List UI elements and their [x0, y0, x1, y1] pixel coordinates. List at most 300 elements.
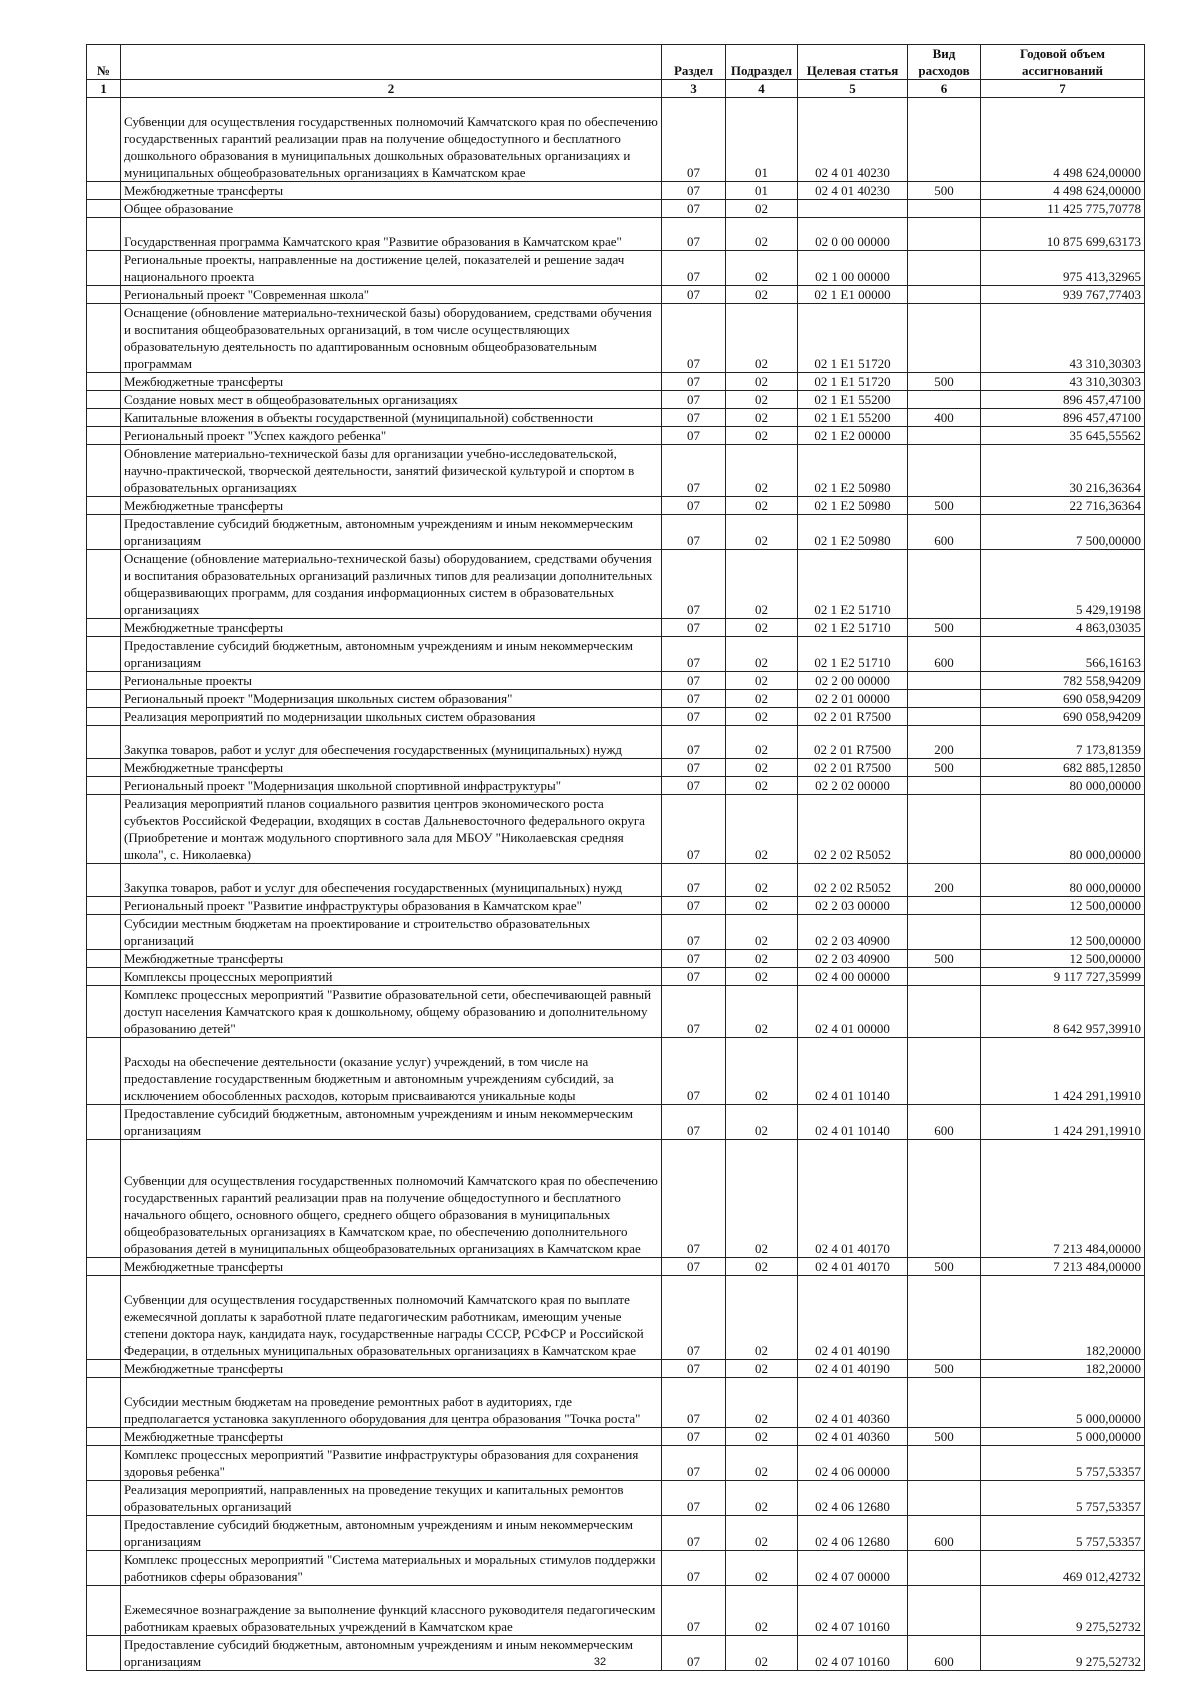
target-code: 02 2 02 R5052	[798, 795, 908, 864]
podrazdel-code: 02	[726, 497, 798, 515]
amount-value: 43 310,30303	[981, 373, 1145, 391]
expense-type-code	[908, 286, 981, 304]
razdel-code: 07	[662, 251, 726, 286]
podrazdel-code: 02	[726, 968, 798, 986]
row-number	[87, 373, 121, 391]
expense-name: Субвенции для осуществления государственных полномочий Камчатского края по выплате ежемесячной доплаты к заработной плате педагогическим работникам, имеющим ученые степени доктора наук, кандидата наук, государственные награды СССР, РСФСР и Российской Федерации, в отдельных муниципальных образовательных организациях в Камчатском крае	[121, 1276, 662, 1360]
table-row	[87, 373, 1145, 391]
podrazdel-code: 02	[726, 200, 798, 218]
row-number	[87, 968, 121, 986]
razdel-code: 07	[662, 759, 726, 777]
row-number	[87, 619, 121, 637]
razdel-code: 07	[662, 915, 726, 950]
expense-type-code	[908, 391, 981, 409]
table-row	[87, 1481, 1145, 1516]
target-code: 02 2 02 R5052	[798, 864, 908, 897]
expense-name: Создание новых мест в общеобразовательных организациях	[121, 391, 662, 409]
razdel-code: 07	[662, 777, 726, 795]
column-number: 7	[981, 80, 1145, 98]
target-code: 02 4 01 40190	[798, 1360, 908, 1378]
razdel-code: 07	[662, 445, 726, 497]
row-number	[87, 759, 121, 777]
target-code: 02 2 03 40900	[798, 915, 908, 950]
table-row	[87, 1378, 1145, 1428]
expense-name: Обновление материально-технической базы для организации учебно-исследовательской, научно-практической, творческой деятельности, занятий физической культурой и спортом в образовательных организациях	[121, 445, 662, 497]
column-number: 3	[662, 80, 726, 98]
razdel-code: 07	[662, 1446, 726, 1481]
expense-name: Субсидии местным бюджетам на проектирование и строительство образовательных организаций	[121, 915, 662, 950]
row-number	[87, 897, 121, 915]
row-number	[87, 515, 121, 550]
podrazdel-code: 02	[726, 690, 798, 708]
expense-name: Комплексы процессных мероприятий	[121, 968, 662, 986]
table-row	[87, 986, 1145, 1038]
expense-name: Ежемесячное вознаграждение за выполнение функций классного руководителя педагогическим работникам краевых образовательных учреждений в Камчатском крае	[121, 1586, 662, 1636]
amount-value: 9 275,52732	[981, 1636, 1145, 1671]
target-code: 02 4 01 40170	[798, 1140, 908, 1258]
row-number	[87, 1586, 121, 1636]
target-code: 02 1 E2 50980	[798, 515, 908, 550]
amount-value: 12 500,00000	[981, 950, 1145, 968]
razdel-code: 07	[662, 515, 726, 550]
amount-value: 5 000,00000	[981, 1428, 1145, 1446]
target-code: 02 2 01 R7500	[798, 708, 908, 726]
expense-type-code	[908, 445, 981, 497]
expense-name: Предоставление субсидий бюджетным, автономным учреждениям и иным некоммерческим организациям	[121, 1516, 662, 1551]
expense-name: Субвенции для осуществления государственных полномочий Камчатского края по обеспечению государственных гарантий реализации прав на получение общедоступного и бесплатного начального общего, основного общего, среднего общего образования в муниципальных общеобразовательных организациях в Камчатском крае, по обеспечению дополнительного образования детей в муниципальных общеобразовательных организациях в Камчатском крае	[121, 1140, 662, 1258]
row-number	[87, 1378, 121, 1428]
table-row	[87, 1551, 1145, 1586]
row-number	[87, 1428, 121, 1446]
header-expense-type: Вид расходов	[908, 45, 981, 80]
expense-name: Региональный проект "Современная школа"	[121, 286, 662, 304]
podrazdel-code: 02	[726, 986, 798, 1038]
row-number	[87, 672, 121, 690]
expense-name: Межбюджетные трансферты	[121, 1258, 662, 1276]
expense-type-code: 500	[908, 619, 981, 637]
expense-type-code	[908, 218, 981, 251]
expense-name: Межбюджетные трансферты	[121, 1360, 662, 1378]
expense-name: Общее образование	[121, 200, 662, 218]
amount-value: 1 424 291,19910	[981, 1038, 1145, 1105]
expense-name: Межбюджетные трансферты	[121, 497, 662, 515]
row-number	[87, 286, 121, 304]
table-row	[87, 550, 1145, 619]
target-code: 02 4 01 40170	[798, 1258, 908, 1276]
amount-value: 682 885,12850	[981, 759, 1145, 777]
expense-name: Реализация мероприятий планов социального развития центров экономического роста субъектов Российской Федерации, входящих в состав Дальневосточного федерального округа (Приобретение и монтаж модульного спортивного зала для МБОУ "Николаевская средняя школа", с. Николаевка)	[121, 795, 662, 864]
amount-value: 4 498 624,00000	[981, 98, 1145, 182]
expense-name: Региональные проекты	[121, 672, 662, 690]
row-number	[87, 708, 121, 726]
expense-name: Региональный проект "Успех каждого ребенка"	[121, 427, 662, 445]
table-row	[87, 1586, 1145, 1636]
target-code: 02 4 06 00000	[798, 1446, 908, 1481]
target-code: 02 4 01 10140	[798, 1038, 908, 1105]
expense-type-code: 500	[908, 1258, 981, 1276]
expense-type-code	[908, 897, 981, 915]
row-number	[87, 409, 121, 427]
amount-value: 80 000,00000	[981, 864, 1145, 897]
podrazdel-code: 02	[726, 759, 798, 777]
razdel-code: 07	[662, 690, 726, 708]
target-code: 02 1 E1 51720	[798, 373, 908, 391]
expense-name: Субвенции для осуществления государственных полномочий Камчатского края по обеспечению государственных гарантий реализации прав на получение общедоступного и бесплатного дошкольного образования в муниципальных дошкольных образовательных организациях и муниципальных общеобразовательных организациях в Камчатском крае	[121, 98, 662, 182]
razdel-code: 07	[662, 497, 726, 515]
expense-type-code	[908, 777, 981, 795]
expense-name: Комплекс процессных мероприятий "Развитие инфраструктуры образования для сохранения здоровья ребенка"	[121, 1446, 662, 1481]
target-code: 02 2 02 00000	[798, 777, 908, 795]
amount-value: 8 642 957,39910	[981, 986, 1145, 1038]
row-number	[87, 1140, 121, 1258]
table-row	[87, 637, 1145, 672]
row-number	[87, 550, 121, 619]
target-code: 02 1 E1 55200	[798, 391, 908, 409]
expense-name: Межбюджетные трансферты	[121, 759, 662, 777]
expense-name: Закупка товаров, работ и услуг для обеспечения государственных (муниципальных) нужд	[121, 726, 662, 759]
page-number: 32	[593, 1656, 607, 1668]
razdel-code: 07	[662, 864, 726, 897]
razdel-code: 07	[662, 391, 726, 409]
target-code: 02 4 01 00000	[798, 986, 908, 1038]
razdel-code: 07	[662, 1428, 726, 1446]
expense-type-code	[908, 1551, 981, 1586]
table-row	[87, 759, 1145, 777]
expense-type-code: 200	[908, 864, 981, 897]
razdel-code: 07	[662, 968, 726, 986]
expense-name: Комплекс процессных мероприятий "Развитие образовательной сети, обеспечивающей равный доступ населения Камчатского края к дошкольному, общему образованию и дополнительному образованию детей"	[121, 986, 662, 1038]
amount-value: 5 429,19198	[981, 550, 1145, 619]
header-razdel: Раздел	[662, 45, 726, 80]
row-number	[87, 1360, 121, 1378]
razdel-code: 07	[662, 1105, 726, 1140]
expense-name: Предоставление субсидий бюджетным, автономным учреждениям и иным некоммерческим организациям	[121, 1105, 662, 1140]
expense-type-code: 200	[908, 726, 981, 759]
target-code	[798, 200, 908, 218]
razdel-code: 07	[662, 409, 726, 427]
expense-name: Предоставление субсидий бюджетным, автономным учреждениям и иным некоммерческим организациям	[121, 1636, 662, 1671]
table-row	[87, 427, 1145, 445]
expense-type-code	[908, 795, 981, 864]
target-code: 02 2 03 00000	[798, 897, 908, 915]
podrazdel-code: 02	[726, 619, 798, 637]
podrazdel-code: 02	[726, 1636, 798, 1671]
razdel-code: 07	[662, 1038, 726, 1105]
target-code: 02 4 07 00000	[798, 1551, 908, 1586]
expense-name: Закупка товаров, работ и услуг для обеспечения государственных (муниципальных) нужд	[121, 864, 662, 897]
target-code: 02 1 E1 55200	[798, 409, 908, 427]
table-row	[87, 218, 1145, 251]
expense-type-code	[908, 251, 981, 286]
expense-name: Государственная программа Камчатского края "Развитие образования в Камчатском крае"	[121, 218, 662, 251]
target-code: 02 4 01 40360	[798, 1428, 908, 1446]
expense-type-code	[908, 1276, 981, 1360]
expense-type-code	[908, 1038, 981, 1105]
amount-value: 7 213 484,00000	[981, 1258, 1145, 1276]
expense-name: Комплекс процессных мероприятий "Система материальных и моральных стимулов поддержки работников сферы образования"	[121, 1551, 662, 1586]
amount-value: 690 058,94209	[981, 690, 1145, 708]
expense-type-code	[908, 1378, 981, 1428]
podrazdel-code: 02	[726, 637, 798, 672]
header-target: Целевая статья	[798, 45, 908, 80]
podrazdel-code: 02	[726, 304, 798, 373]
table-row	[87, 777, 1145, 795]
target-code: 02 4 01 40360	[798, 1378, 908, 1428]
column-number: 1	[87, 80, 121, 98]
razdel-code: 07	[662, 897, 726, 915]
podrazdel-code: 02	[726, 1586, 798, 1636]
table-row	[87, 286, 1145, 304]
target-code: 02 4 00 00000	[798, 968, 908, 986]
razdel-code: 07	[662, 619, 726, 637]
row-number	[87, 777, 121, 795]
table-row	[87, 409, 1145, 427]
row-number	[87, 915, 121, 950]
podrazdel-code: 02	[726, 550, 798, 619]
amount-value: 12 500,00000	[981, 915, 1145, 950]
razdel-code: 07	[662, 1276, 726, 1360]
expense-type-code	[908, 304, 981, 373]
target-code: 02 4 01 10140	[798, 1105, 908, 1140]
row-number	[87, 1516, 121, 1551]
expense-type-code: 400	[908, 409, 981, 427]
table-row	[87, 864, 1145, 897]
row-number	[87, 218, 121, 251]
podrazdel-code: 02	[726, 672, 798, 690]
amount-value: 975 413,32965	[981, 251, 1145, 286]
podrazdel-code: 02	[726, 1551, 798, 1586]
row-number	[87, 200, 121, 218]
row-number	[87, 304, 121, 373]
target-code: 02 1 E2 50980	[798, 497, 908, 515]
target-code: 02 1 E1 51720	[798, 304, 908, 373]
expense-type-code	[908, 1481, 981, 1516]
podrazdel-code: 02	[726, 427, 798, 445]
expense-type-code	[908, 550, 981, 619]
podrazdel-code: 02	[726, 391, 798, 409]
row-number	[87, 726, 121, 759]
target-code: 02 1 00 00000	[798, 251, 908, 286]
target-code: 02 2 03 40900	[798, 950, 908, 968]
table-header-row	[87, 45, 1145, 80]
column-number: 6	[908, 80, 981, 98]
table-row	[87, 1038, 1145, 1105]
razdel-code: 07	[662, 1586, 726, 1636]
razdel-code: 07	[662, 1481, 726, 1516]
expense-type-code	[908, 672, 981, 690]
expense-type-code: 500	[908, 1428, 981, 1446]
expense-type-code: 600	[908, 515, 981, 550]
podrazdel-code: 02	[726, 1446, 798, 1481]
amount-value: 4 863,03035	[981, 619, 1145, 637]
header-name	[121, 45, 662, 80]
target-code: 02 4 06 12680	[798, 1516, 908, 1551]
expense-type-code: 500	[908, 373, 981, 391]
target-code: 02 4 06 12680	[798, 1481, 908, 1516]
expense-name: Региональный проект "Модернизация школьных систем образования"	[121, 690, 662, 708]
table-row	[87, 497, 1145, 515]
podrazdel-code: 02	[726, 897, 798, 915]
razdel-code: 07	[662, 550, 726, 619]
razdel-code: 07	[662, 1551, 726, 1586]
target-code: 02 2 01 R7500	[798, 759, 908, 777]
amount-value: 690 058,94209	[981, 708, 1145, 726]
amount-value: 35 645,55562	[981, 427, 1145, 445]
amount-value: 9 117 727,35999	[981, 968, 1145, 986]
column-number-row	[87, 80, 1145, 98]
amount-value: 469 012,42732	[981, 1551, 1145, 1586]
razdel-code: 07	[662, 1258, 726, 1276]
amount-value: 7 213 484,00000	[981, 1140, 1145, 1258]
expense-type-code: 600	[908, 1636, 981, 1671]
table-row	[87, 897, 1145, 915]
table-row	[87, 1276, 1145, 1360]
amount-value: 5 000,00000	[981, 1378, 1145, 1428]
table-row	[87, 304, 1145, 373]
expense-name: Реализация мероприятий по модернизации школьных систем образования	[121, 708, 662, 726]
header-podrazdel: Подраздел	[726, 45, 798, 80]
amount-value: 782 558,94209	[981, 672, 1145, 690]
column-number: 5	[798, 80, 908, 98]
expense-name: Капитальные вложения в объекты государственной (муниципальной) собственности	[121, 409, 662, 427]
podrazdel-code: 02	[726, 777, 798, 795]
row-number	[87, 391, 121, 409]
razdel-code: 07	[662, 726, 726, 759]
table-row	[87, 968, 1145, 986]
expense-type-code: 500	[908, 950, 981, 968]
podrazdel-code: 02	[726, 286, 798, 304]
row-number	[87, 1105, 121, 1140]
table-row	[87, 98, 1145, 182]
table-row	[87, 182, 1145, 200]
amount-value: 5 757,53357	[981, 1516, 1145, 1551]
podrazdel-code: 02	[726, 218, 798, 251]
column-number: 4	[726, 80, 798, 98]
table-row	[87, 200, 1145, 218]
podrazdel-code: 01	[726, 182, 798, 200]
amount-value: 80 000,00000	[981, 795, 1145, 864]
podrazdel-code: 02	[726, 1140, 798, 1258]
podrazdel-code: 02	[726, 915, 798, 950]
podrazdel-code: 01	[726, 98, 798, 182]
header-amount: Годовой объем ассигнований	[981, 45, 1145, 80]
expense-name: Оснащение (обновление материально-технической базы) оборудованием, средствами обучения и воспитания образовательных организаций различных типов для реализации дополнительных общеразвивающих программ, для создания информационных систем в образовательных организациях	[121, 550, 662, 619]
expense-name: Субсидии местным бюджетам на проведение ремонтных работ в аудиториях, где предполагается установка закупленного оборудования для центра образования "Точка роста"	[121, 1378, 662, 1428]
amount-value: 1 424 291,19910	[981, 1105, 1145, 1140]
podrazdel-code: 02	[726, 726, 798, 759]
razdel-code: 07	[662, 98, 726, 182]
podrazdel-code: 02	[726, 1516, 798, 1551]
table-row	[87, 795, 1145, 864]
row-number	[87, 182, 121, 200]
expense-name: Межбюджетные трансферты	[121, 950, 662, 968]
expense-type-code	[908, 1586, 981, 1636]
expense-name: Региональный проект "Развитие инфраструктуры образования в Камчатском крае"	[121, 897, 662, 915]
amount-value: 4 498 624,00000	[981, 182, 1145, 200]
amount-value: 9 275,52732	[981, 1586, 1145, 1636]
expense-type-code	[908, 708, 981, 726]
expense-type-code	[908, 690, 981, 708]
razdel-code: 07	[662, 218, 726, 251]
razdel-code: 07	[662, 1636, 726, 1671]
amount-value: 5 757,53357	[981, 1446, 1145, 1481]
expense-name: Оснащение (обновление материально-технической базы) оборудованием, средствами обучения и воспитания общеобразовательных организаций, в том числе осуществляющих образовательную деятельность по адаптированным основным общеобразовательным программам	[121, 304, 662, 373]
table-row	[87, 251, 1145, 286]
target-code: 02 1 E2 51710	[798, 550, 908, 619]
amount-value: 12 500,00000	[981, 897, 1145, 915]
expense-type-code	[908, 1140, 981, 1258]
row-number	[87, 637, 121, 672]
amount-value: 5 757,53357	[981, 1481, 1145, 1516]
amount-value: 10 875 699,63173	[981, 218, 1145, 251]
razdel-code: 07	[662, 986, 726, 1038]
expense-name: Межбюджетные трансферты	[121, 182, 662, 200]
expense-name: Региональные проекты, направленные на достижение целей, показателей и решение задач национального проекта	[121, 251, 662, 286]
header-num: №	[87, 45, 121, 80]
row-number	[87, 690, 121, 708]
expense-type-code: 600	[908, 1105, 981, 1140]
razdel-code: 07	[662, 1378, 726, 1428]
podrazdel-code: 02	[726, 251, 798, 286]
amount-value: 80 000,00000	[981, 777, 1145, 795]
razdel-code: 07	[662, 200, 726, 218]
row-number	[87, 427, 121, 445]
amount-value: 43 310,30303	[981, 304, 1145, 373]
podrazdel-code: 02	[726, 1038, 798, 1105]
razdel-code: 07	[662, 1140, 726, 1258]
razdel-code: 07	[662, 950, 726, 968]
podrazdel-code: 02	[726, 795, 798, 864]
razdel-code: 07	[662, 637, 726, 672]
amount-value: 11 425 775,70778	[981, 200, 1145, 218]
amount-value: 22 716,36364	[981, 497, 1145, 515]
expense-name: Межбюджетные трансферты	[121, 1428, 662, 1446]
budget-sheet	[86, 44, 1144, 1671]
expense-type-code: 500	[908, 497, 981, 515]
podrazdel-code: 02	[726, 1105, 798, 1140]
expense-type-code	[908, 427, 981, 445]
podrazdel-code: 02	[726, 515, 798, 550]
razdel-code: 07	[662, 182, 726, 200]
expense-type-code: 600	[908, 1516, 981, 1551]
row-number	[87, 1481, 121, 1516]
podrazdel-code: 02	[726, 1258, 798, 1276]
razdel-code: 07	[662, 1360, 726, 1378]
table-row	[87, 1516, 1145, 1551]
table-row	[87, 950, 1145, 968]
target-code: 02 1 E2 51710	[798, 637, 908, 672]
podrazdel-code: 02	[726, 445, 798, 497]
expense-name: Предоставление субсидий бюджетным, автономным учреждениям и иным некоммерческим организациям	[121, 515, 662, 550]
expense-type-code	[908, 200, 981, 218]
razdel-code: 07	[662, 795, 726, 864]
razdel-code: 07	[662, 427, 726, 445]
table-row	[87, 1428, 1145, 1446]
expense-type-code: 600	[908, 637, 981, 672]
table-row	[87, 1258, 1145, 1276]
expense-type-code: 500	[908, 759, 981, 777]
target-code: 02 4 01 40190	[798, 1276, 908, 1360]
podrazdel-code: 02	[726, 1360, 798, 1378]
target-code: 02 0 00 00000	[798, 218, 908, 251]
table-row	[87, 1140, 1145, 1258]
expense-type-code	[908, 915, 981, 950]
table-row	[87, 1105, 1145, 1140]
target-code: 02 1 E2 51710	[798, 619, 908, 637]
expense-type-code	[908, 1446, 981, 1481]
row-number	[87, 497, 121, 515]
razdel-code: 07	[662, 373, 726, 391]
